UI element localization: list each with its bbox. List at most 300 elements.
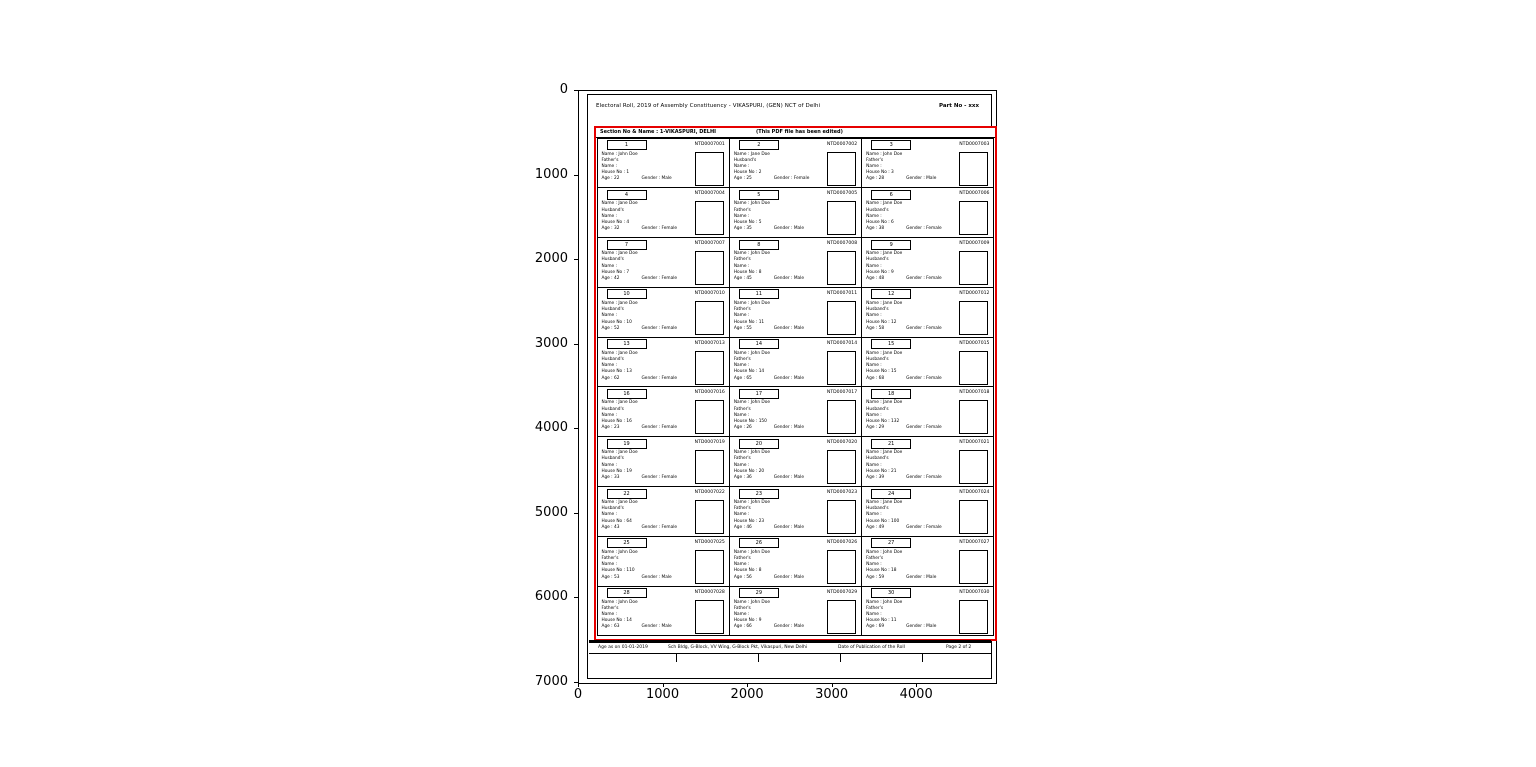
voter-photo-box: [827, 152, 856, 186]
age-gender-line: Age : 45 Gender : Male: [733, 275, 805, 281]
age-gender-line: Age : 29 Gender : Female: [866, 425, 942, 431]
voter-photo-box: [827, 550, 856, 584]
voter-name-line: Name : Jane Doe: [601, 300, 638, 306]
x-tick-mark: [916, 683, 917, 687]
relation-line-2: Name :: [601, 163, 617, 169]
voter-photo-box: [959, 500, 988, 534]
relation-line-2: Name :: [601, 313, 617, 319]
epic-number: NTD0007018: [959, 390, 990, 396]
voter-card: [861, 337, 994, 388]
voter-details: [866, 251, 942, 282]
serial-number-box: 26: [739, 538, 779, 548]
relation-line-1: Husband's: [601, 307, 624, 313]
voter-name-line: Name : John Doe: [733, 599, 770, 605]
footer-polling-station-address: Sch Bldg, G-Block, VV Wing, G-Block Pkt, Vikaspuri, New Delhi: [668, 645, 808, 650]
y-tick-mark: [574, 175, 578, 176]
relation-line-1: Father's: [733, 307, 751, 313]
voter-card: [597, 337, 730, 388]
epic-number: NTD0007025: [694, 539, 725, 545]
age-gender-line: Age : 62 Gender : Female: [601, 375, 678, 381]
epic-number: NTD0007027: [959, 539, 990, 545]
relation-line-2: Name :: [601, 562, 617, 568]
voter-photo-box: [695, 400, 724, 434]
relation-line-2: Name :: [866, 562, 882, 568]
serial-number-box: 14: [739, 339, 779, 349]
relation-line-1: Father's: [733, 556, 751, 562]
footer-age-as-on: Age as on 01-01-2019: [598, 645, 648, 650]
relation-line-2: Name :: [866, 512, 882, 518]
house-line: House No : 64: [601, 518, 632, 524]
age-gender-line: Age : 22 Gender : Male: [601, 176, 672, 182]
voter-card: [729, 237, 862, 288]
epic-number: NTD0007014: [826, 340, 858, 346]
x-tick-label: 2000: [730, 687, 764, 702]
relation-line-2: Name :: [733, 462, 750, 468]
epic-number: NTD0007012: [959, 290, 990, 296]
voter-details: [866, 201, 942, 232]
voter-details: [602, 152, 672, 183]
age-gender-line: Age : 39 Gender : Female: [866, 475, 942, 481]
voter-card: [729, 536, 862, 587]
voter-card: [861, 187, 994, 238]
voter-photo-box: [959, 201, 988, 235]
voter-details: [734, 251, 804, 282]
epic-number: NTD0007029: [826, 589, 858, 595]
voter-photo-box: [827, 251, 856, 285]
red-highlight-box: [594, 126, 997, 641]
relation-line-1: Husband's: [866, 356, 889, 362]
voter-details: [866, 152, 936, 183]
relation-line-1: Husband's: [866, 456, 889, 462]
footer-column-divider: [758, 654, 759, 662]
age-gender-line: Age : 33 Gender : Female: [601, 475, 678, 481]
epic-number: NTD0007020: [826, 440, 858, 446]
voter-card: [861, 386, 994, 437]
age-gender-line: Age : 43 Gender : Female: [601, 524, 678, 530]
relation-line-2: Name :: [866, 412, 882, 418]
voter-name-line: Name : Jane Doe: [866, 201, 903, 207]
voter-details: [866, 550, 936, 581]
house-line: House No : 8: [733, 269, 762, 275]
voter-name-line: Name : John Doe: [733, 450, 770, 456]
voter-card: [861, 436, 994, 487]
serial-number-box: 21: [871, 439, 911, 449]
voter-details: [734, 152, 810, 183]
relation-line-1: Father's: [733, 506, 751, 512]
relation-line-2: Name :: [601, 412, 617, 418]
voter-card: [597, 187, 730, 238]
epic-number: NTD0007019: [694, 440, 725, 446]
serial-number-box: 5: [739, 190, 779, 200]
house-line: House No : 16: [601, 419, 632, 425]
age-gender-line: Age : 32 Gender : Female: [601, 226, 678, 232]
house-line: House No : 9: [733, 618, 762, 624]
voter-details: [602, 201, 678, 232]
serial-number-box: 22: [607, 489, 647, 499]
epic-number: NTD0007005: [826, 191, 858, 197]
house-line: House No : 21: [866, 468, 897, 474]
voter-name-line: Name : John Doe: [866, 599, 903, 605]
voter-details: [866, 500, 942, 531]
epic-number: NTD0007021: [959, 440, 990, 446]
house-line: House No : 132: [866, 419, 900, 425]
age-gender-line: Age : 53 Gender : Male: [601, 574, 672, 580]
house-line: House No : 14: [601, 618, 632, 624]
age-gender-line: Age : 68 Gender : Female: [866, 375, 942, 381]
serial-number-box: 25: [607, 538, 647, 548]
relation-line-2: Name :: [601, 363, 617, 369]
relation-line-1: Husband's: [866, 207, 889, 213]
relation-line-1: Father's: [866, 157, 884, 163]
voter-card: [729, 386, 862, 437]
voter-card: [861, 536, 994, 587]
voter-details: [734, 450, 804, 481]
voter-name-line: Name : John Doe: [733, 251, 770, 257]
house-line: House No : 3: [866, 170, 894, 176]
voter-details: [602, 301, 678, 332]
voter-photo-box: [959, 152, 988, 186]
voter-photo-box: [959, 351, 988, 385]
footer-table-rule: [589, 653, 991, 654]
voter-details: [602, 400, 678, 431]
voter-name-line: Name : John Doe: [733, 350, 770, 356]
serial-number-box: 6: [871, 190, 911, 200]
footer-publication-date: Date of Publication of the Roll: [838, 645, 905, 650]
voter-card: [729, 436, 862, 487]
voter-details: [734, 201, 804, 232]
x-tick-label: 4000: [899, 687, 933, 702]
serial-number-box: 10: [607, 289, 647, 299]
x-tick-label: 1000: [646, 687, 680, 702]
house-line: House No : 9: [866, 269, 894, 275]
voter-details: [734, 550, 804, 581]
age-gender-line: Age : 36 Gender : Male: [733, 475, 805, 481]
x-tick-mark: [578, 683, 579, 687]
voter-details: [734, 400, 804, 431]
voter-card: [597, 436, 730, 487]
house-line: House No : 110: [601, 568, 635, 574]
relation-line-1: Father's: [733, 257, 751, 263]
voter-name-line: Name : John Doe: [601, 599, 638, 605]
relation-line-2: Name :: [866, 612, 882, 618]
voter-name-line: Name : Jane Doe: [866, 300, 903, 306]
voter-photo-box: [695, 301, 724, 335]
relation-line-1: Husband's: [601, 356, 624, 362]
section-name-text: Section No & Name : 1-VIKASPURI, DELHI: [600, 129, 717, 135]
relation-line-1: Father's: [733, 207, 751, 213]
voter-name-line: Name : Jane Doe: [601, 201, 638, 207]
voter-card: [597, 138, 730, 189]
relation-line-1: Husband's: [601, 506, 624, 512]
voter-details: [734, 600, 804, 631]
epic-number: NTD0007011: [826, 290, 858, 296]
epic-number: NTD0007009: [959, 241, 990, 247]
epic-number: NTD0007007: [694, 241, 725, 247]
relation-line-2: Name :: [733, 562, 750, 568]
y-tick-label: 2000: [534, 251, 568, 267]
y-tick-mark: [574, 513, 578, 514]
voter-photo-box: [959, 400, 988, 434]
house-line: House No : 8: [733, 568, 762, 574]
voter-details: [866, 301, 942, 332]
relation-line-1: Husband's: [866, 406, 889, 412]
relation-line-1: Husband's: [601, 406, 624, 412]
epic-number: NTD0007023: [826, 490, 858, 496]
relation-line-1: Father's: [601, 556, 619, 562]
serial-number-box: 3: [871, 140, 911, 150]
y-tick-label: 7000: [534, 674, 568, 689]
serial-number-box: 17: [739, 389, 779, 399]
footer-page-number: Page 2 of 2: [946, 645, 972, 650]
serial-number-box: 18: [871, 389, 911, 399]
section-header-bar: [596, 128, 995, 138]
y-tick-mark: [574, 259, 578, 260]
voter-photo-box: [695, 550, 724, 584]
voter-card: [597, 536, 730, 587]
voter-name-line: Name : Jane Doe: [601, 450, 638, 456]
epic-number: NTD0007022: [694, 490, 725, 496]
house-line: House No : 1: [601, 170, 630, 176]
voter-card-grid: [597, 138, 994, 636]
voter-photo-box: [959, 550, 988, 584]
voter-card: [861, 486, 994, 537]
voter-name-line: Name : John Doe: [733, 300, 770, 306]
serial-number-box: 30: [871, 588, 911, 598]
voter-photo-box: [959, 251, 988, 285]
y-tick-mark: [574, 597, 578, 598]
relation-line-2: Name :: [733, 363, 750, 369]
age-gender-line: Age : 65 Gender : Male: [733, 375, 805, 381]
voter-name-line: Name : John Doe: [733, 549, 770, 555]
footer-column-divider: [922, 654, 923, 662]
age-gender-line: Age : 56 Gender : Male: [733, 574, 805, 580]
voter-photo-box: [827, 201, 856, 235]
part-number: Part No - xxx: [939, 103, 979, 109]
voter-photo-box: [695, 351, 724, 385]
voter-photo-box: [827, 351, 856, 385]
relation-line-1: Father's: [866, 556, 884, 562]
age-gender-line: Age : 23 Gender : Female: [601, 425, 678, 431]
serial-number-box: 19: [607, 439, 647, 449]
age-gender-line: Age : 35 Gender : Male: [733, 226, 805, 232]
x-tick-label: 3000: [815, 687, 849, 702]
age-gender-line: Age : 48 Gender : Female: [866, 275, 942, 281]
voter-name-line: Name : Jane Doe: [601, 400, 638, 406]
relation-line-2: Name :: [733, 612, 750, 618]
relation-line-1: Husband's: [733, 157, 757, 163]
voter-card: [861, 287, 994, 338]
footer-column-divider: [840, 654, 841, 662]
serial-number-box: 4: [607, 190, 647, 200]
voter-photo-box: [695, 450, 724, 484]
relation-line-2: Name :: [866, 263, 882, 269]
serial-number-box: 29: [739, 588, 779, 598]
house-line: House No : 23: [733, 518, 765, 524]
y-tick-label: 0: [559, 82, 568, 97]
relation-line-1: Father's: [733, 605, 751, 611]
house-line: House No : 10: [601, 319, 632, 325]
voter-details: [866, 400, 942, 431]
voter-name-line: Name : Jane Doe: [866, 251, 903, 257]
voter-photo-box: [695, 600, 724, 634]
voter-photo-box: [695, 251, 724, 285]
y-tick-mark: [574, 344, 578, 345]
voter-name-line: Name : Jane Doe: [733, 151, 770, 157]
voter-photo-box: [695, 201, 724, 235]
voter-name-line: Name : Jane Doe: [601, 500, 638, 506]
relation-line-1: Husband's: [866, 506, 889, 512]
age-gender-line: Age : 26 Gender : Male: [733, 425, 805, 431]
footer-column-divider: [676, 654, 677, 662]
epic-number: NTD0007001: [694, 141, 725, 147]
age-gender-line: Age : 55 Gender : Male: [733, 325, 805, 331]
y-tick-mark: [574, 90, 578, 91]
relation-line-2: Name :: [733, 412, 750, 418]
voter-details: [602, 500, 678, 531]
serial-number-box: 23: [739, 489, 779, 499]
voter-details: [866, 351, 942, 382]
voter-card: [597, 287, 730, 338]
relation-line-1: Father's: [866, 605, 884, 611]
x-tick-mark: [832, 683, 833, 687]
y-tick-label: 3000: [534, 335, 568, 351]
relation-line-2: Name :: [866, 163, 882, 169]
y-tick-label: 5000: [534, 504, 568, 520]
epic-number: NTD0007010: [694, 290, 725, 296]
house-line: House No : 15: [866, 369, 897, 375]
x-tick-mark: [747, 683, 748, 687]
age-gender-line: Age : 49 Gender : Female: [866, 524, 942, 530]
voter-card: [729, 138, 862, 189]
relation-line-2: Name :: [601, 612, 617, 618]
relation-line-2: Name :: [866, 313, 882, 319]
relation-line-2: Name :: [733, 313, 750, 319]
voter-photo-box: [827, 400, 856, 434]
epic-number: NTD0007028: [694, 589, 725, 595]
voter-details: [866, 450, 942, 481]
house-line: House No : 19: [601, 468, 632, 474]
serial-number-box: 8: [739, 240, 779, 250]
age-gender-line: Age : 38 Gender : Female: [866, 226, 942, 232]
voter-card: [861, 138, 994, 189]
relation-line-2: Name :: [733, 163, 750, 169]
house-line: House No : 13: [601, 369, 632, 375]
voter-photo-box: [959, 450, 988, 484]
relation-line-1: Father's: [601, 605, 619, 611]
epic-number: NTD0007016: [694, 390, 725, 396]
voter-name-line: Name : Jane Doe: [601, 251, 638, 257]
edited-watermark-text: (This PDF file has been edited): [756, 129, 843, 135]
age-gender-line: Age : 59 Gender : Male: [866, 574, 937, 580]
document-title: Electoral Roll, 2019 of Assembly Constituency - VIKASPURI, (GEN) NCT of Delhi: [596, 103, 821, 109]
epic-number: NTD0007013: [694, 340, 725, 346]
house-line: House No : 6: [866, 219, 894, 225]
age-gender-line: Age : 52 Gender : Female: [601, 325, 678, 331]
relation-line-1: Husband's: [866, 307, 889, 313]
voter-name-line: Name : John Doe: [866, 549, 903, 555]
y-tick-label: 4000: [534, 420, 568, 436]
x-tick-label: 0: [573, 687, 583, 702]
serial-number-box: 16: [607, 389, 647, 399]
voter-details: [602, 351, 678, 382]
age-gender-line: Age : 46 Gender : Male: [733, 524, 805, 530]
voter-name-line: Name : John Doe: [601, 549, 638, 555]
voter-name-line: Name : John Doe: [733, 500, 770, 506]
relation-line-2: Name :: [866, 213, 882, 219]
serial-number-box: 13: [607, 339, 647, 349]
house-line: House No : 14: [733, 369, 765, 375]
epic-number: NTD0007017: [826, 390, 858, 396]
relation-line-2: Name :: [866, 363, 882, 369]
house-line: House No : 20: [733, 468, 765, 474]
voter-details: [602, 251, 678, 282]
voter-card: [729, 486, 862, 537]
voter-name-line: Name : John Doe: [866, 151, 903, 157]
relation-line-2: Name :: [601, 213, 617, 219]
relation-line-2: Name :: [733, 213, 750, 219]
footer-divider: [589, 640, 991, 643]
electoral-roll-page: [587, 94, 992, 679]
voter-name-line: Name : John Doe: [601, 151, 638, 157]
house-line: House No : 11: [733, 319, 765, 325]
age-gender-line: Age : 69 Gender : Male: [866, 624, 937, 630]
serial-number-box: 7: [607, 240, 647, 250]
house-line: House No : 11: [866, 618, 897, 624]
age-gender-line: Age : 66 Gender : Male: [733, 624, 805, 630]
voter-name-line: Name : Jane Doe: [866, 350, 903, 356]
voter-card: [597, 486, 730, 537]
serial-number-box: 20: [739, 439, 779, 449]
serial-number-box: 12: [871, 289, 911, 299]
serial-number-box: 11: [739, 289, 779, 299]
relation-line-1: Husband's: [866, 257, 889, 263]
voter-card: [597, 237, 730, 288]
house-line: House No : 2: [733, 170, 762, 176]
house-line: House No : 18: [866, 568, 897, 574]
voter-details: [602, 600, 672, 631]
serial-number-box: 2: [739, 140, 779, 150]
epic-number: NTD0007008: [826, 241, 858, 247]
epic-number: NTD0007002: [826, 141, 858, 147]
y-tick-label: 1000: [534, 166, 568, 182]
voter-name-line: Name : Jane Doe: [866, 400, 903, 406]
plot-area: [578, 90, 997, 684]
house-line: House No : 100: [866, 518, 900, 524]
relation-line-2: Name :: [866, 462, 882, 468]
voter-card: [729, 287, 862, 338]
relation-line-1: Father's: [601, 157, 619, 163]
epic-number: NTD0007030: [959, 589, 990, 595]
serial-number-box: 28: [607, 588, 647, 598]
voter-photo-box: [827, 450, 856, 484]
y-tick-label: 6000: [534, 589, 568, 605]
epic-number: NTD0007015: [959, 340, 990, 346]
voter-card: [861, 586, 994, 637]
voter-card: [729, 187, 862, 238]
relation-line-1: Husband's: [601, 257, 624, 263]
voter-details: [734, 301, 804, 332]
voter-details: [866, 600, 936, 631]
epic-number: NTD0007026: [826, 539, 858, 545]
relation-line-1: Husband's: [601, 207, 624, 213]
voter-photo-box: [959, 301, 988, 335]
voter-card: [729, 586, 862, 637]
voter-name-line: Name : John Doe: [733, 201, 770, 207]
relation-line-2: Name :: [601, 512, 617, 518]
epic-number: NTD0007006: [959, 191, 990, 197]
voter-name-line: Name : John Doe: [733, 400, 770, 406]
house-line: House No : 7: [601, 269, 630, 275]
